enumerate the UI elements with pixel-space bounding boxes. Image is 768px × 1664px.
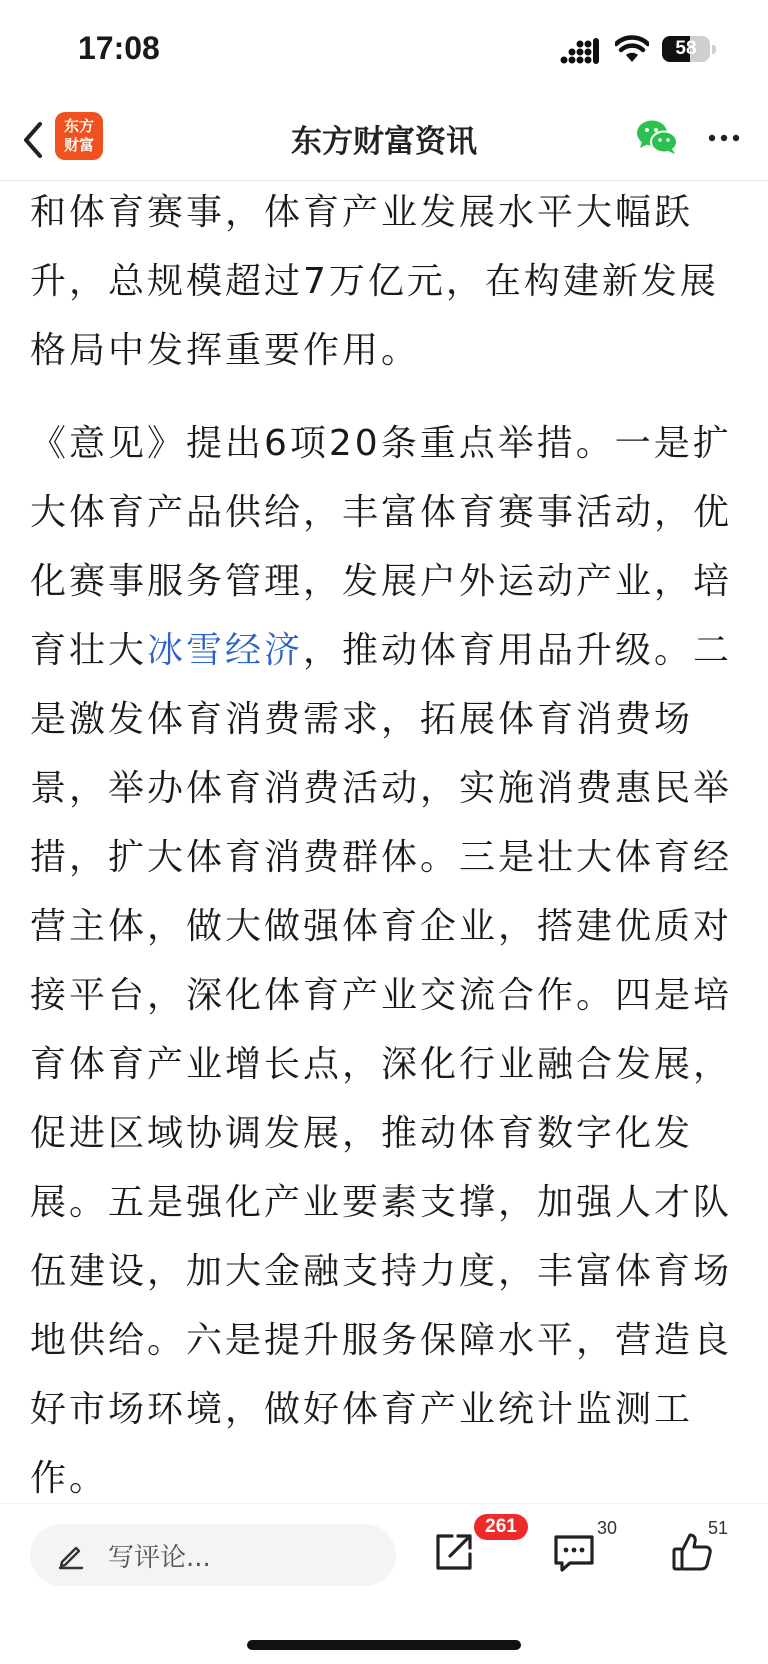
article-text: 《意见》提出6项20条重点举措。一是扩大体育产品供给，丰富体育赛事活动，优化赛事服务管理，发展户外运动产业，培育壮大 — [30, 423, 733, 671]
more-icon[interactable] — [706, 126, 742, 150]
signal-icon — [560, 36, 600, 64]
page-title: 东方财富资讯 — [291, 124, 477, 160]
nav-bar — [0, 100, 768, 181]
keyword-link[interactable]: 冰雪经济 — [147, 630, 304, 671]
article-body — [30, 180, 740, 1500]
article-paragraph: 和体育赛事，体育产业发展水平大幅跃升，总规模超过7万亿元，在构建新发展格局中发挥重要作用。 — [30, 192, 719, 371]
wifi-icon — [615, 34, 649, 64]
article-paragraph — [30, 409, 740, 1500]
home-indicator[interactable] — [247, 1640, 521, 1650]
comment-placeholder: 写评论... — [108, 1543, 211, 1573]
bottom-bar — [0, 1503, 768, 1664]
comment-input[interactable] — [30, 1524, 396, 1586]
pen-icon — [56, 1540, 86, 1570]
battery-icon — [662, 36, 716, 64]
comments-count: 30 — [597, 1518, 618, 1538]
wechat-icon[interactable] — [635, 118, 679, 156]
status-time: 17:08 — [78, 30, 160, 66]
article-text: ，推动体育用品升级。二是激发体育消费需求，拓展体育消费场景，举办体育消费活动，实施消费惠民举措，扩大体育消费群体。三是壮大体育经营主体，做大做强体育企业，搭建优质对接平台，深化体育产业交流合作。四是培育体育产业增长点，深化行业融合发展，促进区域协调发展，推动体育数字化发展。五是强化产业要素支撑，加强人才队伍建设，加大金融支持力度，丰富体育场地供给。六是提升服务保障水平，营造良好市场环境，做好体育产业统计监测工作。 — [30, 630, 733, 1499]
app-logo-text: 东方 财富 — [63, 117, 94, 154]
share-count-badge: 261 — [474, 1514, 528, 1540]
comment-icon[interactable] — [552, 1532, 596, 1574]
status-bar — [0, 0, 768, 100]
battery-level: 58 — [675, 38, 697, 59]
share-icon[interactable] — [432, 1530, 476, 1574]
likes-count: 51 — [708, 1518, 729, 1538]
